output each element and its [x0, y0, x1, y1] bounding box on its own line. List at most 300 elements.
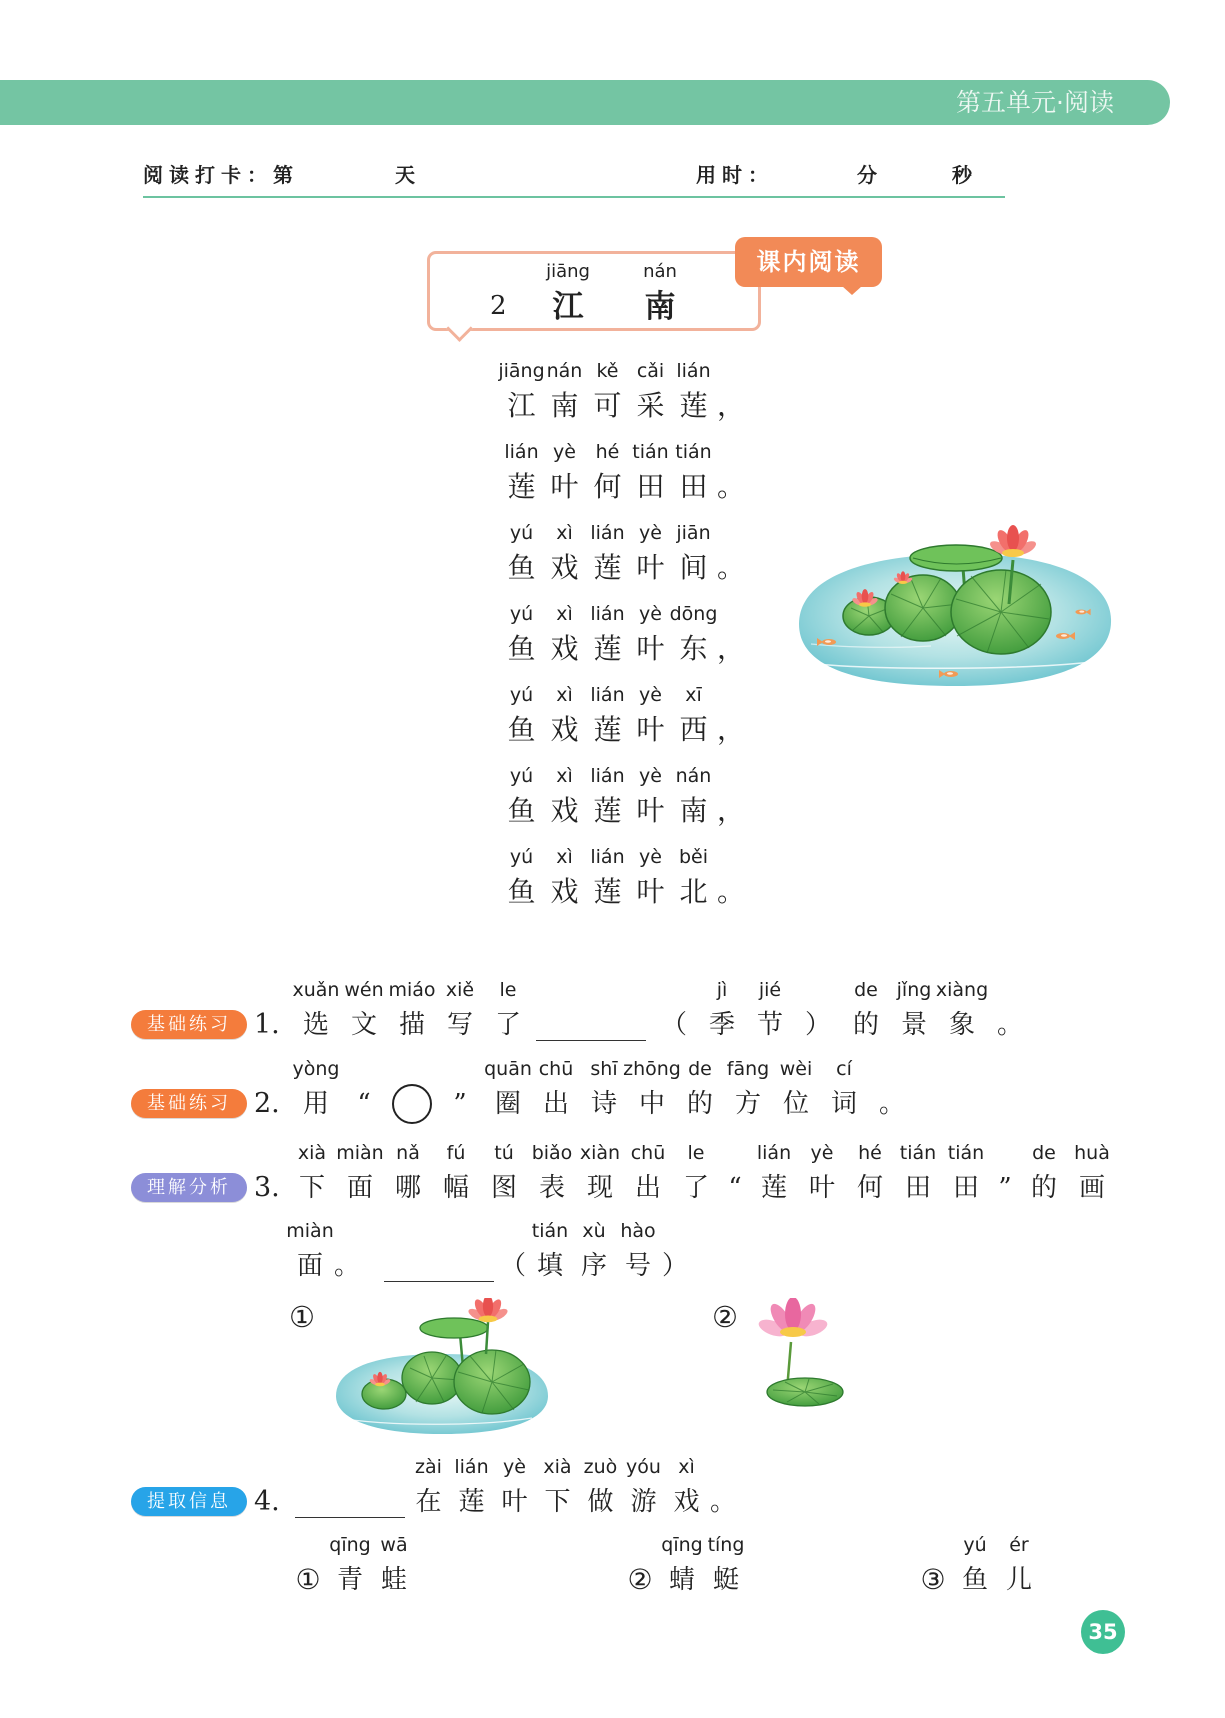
punctuation: “	[357, 1089, 371, 1119]
syllable	[572, 1218, 616, 1284]
pinyin: nán	[643, 261, 677, 282]
minute-unit: 分	[857, 163, 883, 187]
hanzi: 了	[494, 1010, 521, 1040]
pinyin: xì	[556, 522, 573, 544]
punctuation-column	[715, 520, 747, 586]
pinyin: yòng	[292, 1058, 340, 1080]
punctuation: （	[499, 1251, 526, 1281]
pinyin: lián	[504, 441, 539, 463]
pinyin: xì	[556, 846, 573, 868]
pinyin: qīng	[329, 1534, 371, 1556]
hanzi: 青	[336, 1565, 363, 1595]
hanzi: 用	[302, 1089, 329, 1119]
hanzi: 叶	[636, 794, 665, 827]
picture-option-2[interactable]	[757, 1298, 847, 1410]
circle-symbol	[392, 1084, 432, 1124]
syllable	[616, 1218, 660, 1284]
lesson-title	[538, 259, 690, 325]
hanzi: 填	[536, 1251, 563, 1281]
page-number: 35	[1081, 1610, 1125, 1654]
pinyin: miàn	[336, 1142, 384, 1164]
hanzi: 的	[1030, 1173, 1057, 1203]
syllable	[543, 358, 586, 424]
hanzi: 节	[756, 1010, 783, 1040]
syllable	[669, 601, 718, 667]
hanzi: 出	[634, 1173, 661, 1203]
unit-title: 第五单元·阅读	[956, 88, 1114, 117]
hanzi: 莲	[593, 551, 622, 584]
punctuation: （	[660, 1010, 687, 1040]
hanzi: 江	[507, 389, 536, 422]
syllable	[772, 1056, 820, 1122]
syllable	[846, 1140, 894, 1206]
lesson-number: 2	[490, 291, 507, 321]
hanzi: 面	[296, 1251, 323, 1281]
pinyin: cǎi	[636, 360, 665, 382]
syllable	[586, 844, 629, 910]
punctuation: ）	[661, 1251, 688, 1281]
syllable	[543, 763, 586, 829]
hanzi: 南	[679, 794, 708, 827]
hanzi: 田	[952, 1173, 979, 1203]
pinyin: chū	[630, 1142, 666, 1164]
hanzi: 西	[679, 713, 708, 746]
punctuation-column	[990, 1140, 1020, 1206]
syllable	[798, 1140, 846, 1206]
poem-line	[500, 763, 747, 829]
punctuation-column	[986, 977, 1034, 1043]
hanzi: 莲	[593, 713, 622, 746]
syllable	[622, 1454, 665, 1520]
pinyin: yè	[639, 684, 662, 706]
pinyin: yè	[639, 765, 662, 787]
pinyin: kě	[596, 360, 619, 382]
option-number: ②	[627, 1563, 653, 1596]
hanzi: 位	[782, 1089, 809, 1119]
syllable	[1020, 1140, 1068, 1206]
pinyin: tián	[899, 1142, 937, 1164]
punctuation: ，	[716, 794, 745, 827]
pinyin: fú	[446, 1142, 466, 1164]
punctuation-column	[498, 1218, 528, 1284]
time-label: 用时：	[696, 163, 774, 187]
pinyin: huà	[1074, 1142, 1110, 1164]
pinyin: tián	[531, 1220, 569, 1242]
pinyin: lián	[454, 1456, 489, 1478]
hanzi: 了	[682, 1173, 709, 1203]
pinyin: qīng	[661, 1534, 703, 1556]
punctuation: ”	[453, 1089, 467, 1119]
syllable	[543, 439, 586, 505]
hanzi: 田	[679, 470, 708, 503]
punctuation-column	[650, 977, 698, 1043]
pinyin: yú	[963, 1534, 987, 1556]
hanzi: 面	[346, 1173, 373, 1203]
pinyin: jiāng	[546, 261, 590, 282]
syllable	[629, 844, 672, 910]
syllable	[292, 1056, 340, 1122]
pinyin: hào	[620, 1220, 656, 1242]
syllable	[436, 977, 484, 1043]
question-4-number: 4.	[254, 1486, 280, 1517]
hanzi: 儿	[1005, 1565, 1032, 1595]
syllable	[292, 977, 340, 1043]
pinyin: miáo	[388, 979, 436, 1001]
hanzi: 号	[624, 1251, 651, 1281]
pinyin: xiàn	[579, 1142, 621, 1164]
hanzi: 鱼	[961, 1565, 988, 1595]
punctuation-column	[660, 1218, 690, 1284]
hanzi: 北	[679, 875, 708, 908]
hanzi: 采	[636, 389, 665, 422]
hanzi: 哪	[394, 1173, 421, 1203]
hanzi: 下	[298, 1173, 325, 1203]
pinyin: yú	[509, 765, 534, 787]
option-number: ①	[295, 1563, 321, 1596]
poem-line	[500, 682, 747, 748]
syllable	[724, 1056, 772, 1122]
syllable	[586, 520, 629, 586]
hanzi: 做	[587, 1487, 614, 1517]
pinyin: wèi	[779, 1058, 813, 1080]
hanzi: 东	[679, 632, 708, 665]
punctuation-column	[794, 977, 842, 1043]
pinyin: yú	[509, 684, 534, 706]
lotus-pond-illustration	[791, 524, 1114, 690]
syllable	[288, 1218, 332, 1284]
pinyin: lián	[756, 1142, 792, 1164]
poem-line	[500, 844, 747, 910]
punctuation: 。	[878, 1089, 905, 1119]
question-3-tag: 理解分析	[131, 1173, 247, 1202]
syllable	[500, 439, 543, 505]
hanzi: 象	[948, 1010, 975, 1040]
hanzi: 江	[552, 289, 584, 325]
pinyin: nǎ	[396, 1142, 420, 1164]
answer-option-1[interactable]	[288, 1532, 416, 1598]
pinyin: yóu	[626, 1456, 661, 1478]
pinyin: hé	[595, 441, 620, 463]
pinyin: jǐng	[896, 979, 932, 1001]
poem-line	[500, 601, 747, 667]
pinyin: ér	[1009, 1534, 1029, 1556]
option-number: ③	[920, 1563, 946, 1596]
syllable	[997, 1532, 1041, 1598]
question-2-text	[292, 1056, 916, 1124]
syllable	[493, 1454, 536, 1520]
pinyin: xì	[678, 1456, 695, 1478]
hanzi: 蜓	[712, 1565, 739, 1595]
question-3-number: 3.	[254, 1172, 280, 1203]
hanzi: 蛙	[380, 1565, 407, 1595]
hanzi: 的	[686, 1089, 713, 1119]
hanzi: 中	[638, 1089, 665, 1119]
syllable	[672, 439, 715, 505]
pinyin: zhōng	[623, 1058, 681, 1080]
pinyin: nán	[675, 765, 712, 787]
hanzi: 画	[1078, 1173, 1105, 1203]
option-number-column	[288, 1532, 328, 1598]
question-4-tag: 提取信息	[131, 1487, 247, 1516]
pinyin: xì	[556, 684, 573, 706]
syllable	[586, 682, 629, 748]
pinyin: jiān	[676, 522, 711, 544]
pinyin: tú	[494, 1142, 514, 1164]
pinyin: nán	[546, 360, 583, 382]
pinyin: yè	[639, 603, 662, 625]
pinyin: xià	[543, 1456, 572, 1478]
syllable	[528, 1218, 572, 1284]
hanzi: 鱼	[507, 632, 536, 665]
pinyin: yè	[639, 846, 662, 868]
syllable	[935, 977, 989, 1043]
syllable	[586, 601, 629, 667]
syllable	[842, 977, 890, 1043]
syllable	[336, 1140, 384, 1206]
hanzi: 南	[550, 389, 579, 422]
syllable	[894, 1140, 942, 1206]
syllable	[942, 1140, 990, 1206]
pinyin: le	[687, 1142, 705, 1164]
syllable	[288, 1140, 336, 1206]
pinyin: wén	[344, 979, 384, 1001]
pinyin: xuǎn	[292, 979, 340, 1001]
syllable	[820, 1056, 868, 1122]
hanzi: 序	[580, 1251, 607, 1281]
punctuation-column	[715, 601, 747, 667]
hanzi: 莲	[593, 875, 622, 908]
syllable	[586, 439, 629, 505]
hanzi: 戏	[550, 875, 579, 908]
syllable	[580, 1056, 628, 1122]
hanzi: 可	[593, 389, 622, 422]
pinyin: yè	[503, 1456, 526, 1478]
pinyin: yú	[509, 522, 534, 544]
punctuation-column	[436, 1056, 484, 1122]
punctuation-column	[715, 439, 747, 505]
syllable	[624, 1140, 672, 1206]
syllable	[672, 358, 715, 424]
syllable	[480, 1140, 528, 1206]
hanzi: 鱼	[507, 875, 536, 908]
syllable	[586, 358, 629, 424]
question-1-tag: 基础练习	[131, 1010, 247, 1039]
punctuation-column	[715, 844, 747, 910]
syllable	[629, 763, 672, 829]
syllable	[672, 682, 715, 748]
hanzi: 词	[830, 1089, 857, 1119]
answer-blank[interactable]	[384, 1218, 494, 1282]
syllable	[623, 1056, 681, 1122]
hanzi: 戏	[550, 632, 579, 665]
punctuation: 。	[996, 1010, 1023, 1040]
question-2-tag: 基础练习	[131, 1089, 247, 1118]
pinyin: tián	[632, 441, 669, 463]
syllable	[746, 977, 794, 1043]
pinyin: biǎo	[531, 1142, 573, 1164]
pinyin: yú	[509, 846, 534, 868]
hanzi: 叶	[636, 632, 665, 665]
syllable	[579, 1454, 622, 1520]
answer-blank[interactable]	[536, 977, 646, 1041]
hanzi: 景	[900, 1010, 927, 1040]
punctuation: 。	[716, 875, 745, 908]
syllable	[665, 1454, 708, 1520]
hanzi: 文	[350, 1010, 377, 1040]
picture-option-1-label: ①	[289, 1300, 315, 1334]
syllable	[672, 844, 715, 910]
pinyin: zuò	[583, 1456, 618, 1478]
hanzi: 戏	[550, 551, 579, 584]
syllable	[629, 520, 672, 586]
pinyin: yú	[509, 603, 534, 625]
hanzi: 戏	[673, 1487, 700, 1517]
pinyin: de	[688, 1058, 712, 1080]
syllable	[629, 601, 672, 667]
pinyin: lián	[590, 846, 625, 868]
syllable	[384, 1140, 432, 1206]
syllable	[432, 1140, 480, 1206]
pinyin: quān	[484, 1058, 532, 1080]
lesson-tag: 课内阅读	[735, 237, 882, 287]
pinyin: hé	[858, 1142, 882, 1164]
day-unit: 天	[395, 163, 421, 187]
poem	[500, 358, 747, 910]
hanzi: 在	[415, 1487, 442, 1517]
poem-line	[500, 520, 747, 586]
pinyin: jì	[716, 979, 728, 1001]
pinyin: de	[1032, 1142, 1056, 1164]
pinyin: dōng	[669, 603, 718, 625]
syllable	[500, 601, 543, 667]
syllable	[704, 1532, 748, 1598]
punctuation-column	[715, 358, 747, 424]
question-2-number: 2.	[254, 1088, 280, 1119]
pinyin: yè	[553, 441, 576, 463]
answer-option-2[interactable]	[620, 1532, 748, 1598]
syllable	[484, 1056, 532, 1122]
hanzi: 何	[856, 1173, 883, 1203]
punctuation: “	[728, 1173, 742, 1203]
hanzi: 莲	[593, 632, 622, 665]
syllable	[543, 520, 586, 586]
question-3-text	[288, 1140, 1116, 1206]
syllable	[672, 520, 715, 586]
hanzi: 描	[398, 1010, 425, 1040]
hanzi: 叶	[636, 713, 665, 746]
hanzi: 莲	[679, 389, 708, 422]
syllable	[500, 763, 543, 829]
hanzi: 幅	[442, 1173, 469, 1203]
syllable	[576, 1140, 624, 1206]
syllable	[450, 1454, 493, 1520]
syllable	[629, 682, 672, 748]
syllable	[484, 977, 532, 1043]
poem-line	[500, 358, 747, 424]
hanzi: 叶	[636, 551, 665, 584]
picture-option-2-label: ②	[712, 1300, 738, 1334]
hanzi: 莲	[507, 470, 536, 503]
syllable	[372, 1532, 416, 1598]
hanzi: 的	[852, 1010, 879, 1040]
syllable	[629, 358, 672, 424]
hanzi: 戏	[550, 713, 579, 746]
answer-blank[interactable]	[295, 1454, 405, 1518]
syllable	[536, 1454, 579, 1520]
hanzi: 南	[644, 289, 676, 325]
hanzi: 莲	[760, 1173, 787, 1203]
pinyin: de	[854, 979, 878, 1001]
pinyin: tián	[675, 441, 712, 463]
punctuation-column	[340, 1056, 388, 1122]
punctuation: 。	[716, 470, 745, 503]
syllable	[750, 1140, 798, 1206]
pinyin: chū	[538, 1058, 574, 1080]
syllable	[500, 844, 543, 910]
option-number-column	[620, 1532, 660, 1598]
punctuation-column	[715, 682, 747, 748]
pinyin: lián	[590, 603, 625, 625]
syllable	[660, 1532, 704, 1598]
poem-line	[500, 439, 747, 505]
hanzi: 下	[544, 1487, 571, 1517]
syllable	[500, 358, 543, 424]
answer-option-3[interactable]	[913, 1532, 1041, 1598]
punctuation-column	[720, 1140, 750, 1206]
hanzi: 鱼	[507, 713, 536, 746]
punctuation: ，	[716, 632, 745, 665]
checkin-label: 阅读打卡：第	[143, 163, 299, 187]
syllable	[538, 259, 598, 325]
syllable	[630, 259, 690, 325]
pinyin: xì	[556, 765, 573, 787]
hanzi: 田	[904, 1173, 931, 1203]
hanzi: 莲	[593, 794, 622, 827]
syllable	[672, 763, 715, 829]
punctuation-column	[715, 763, 747, 829]
syllable	[698, 977, 746, 1043]
pinyin: miàn	[286, 1220, 334, 1242]
syllable	[953, 1532, 997, 1598]
pinyin: xì	[556, 603, 573, 625]
hanzi: 田	[636, 470, 665, 503]
hanzi: 戏	[550, 794, 579, 827]
hanzi: 叶	[501, 1487, 528, 1517]
question-1-number: 1.	[254, 1009, 280, 1040]
hanzi: 表	[538, 1173, 565, 1203]
punctuation-column	[868, 1056, 916, 1122]
pinyin: xù	[582, 1220, 606, 1242]
punctuation-column	[332, 1218, 362, 1284]
syllable	[543, 682, 586, 748]
syllable	[676, 1056, 724, 1122]
pinyin: lián	[590, 522, 625, 544]
hanzi: 鱼	[507, 794, 536, 827]
hanzi: 间	[679, 551, 708, 584]
pinyin: tíng	[707, 1534, 745, 1556]
syllable	[543, 601, 586, 667]
syllable	[340, 977, 388, 1043]
syllable	[629, 439, 672, 505]
picture-option-1[interactable]	[332, 1298, 551, 1437]
pinyin: lián	[590, 684, 625, 706]
syllable	[1068, 1140, 1116, 1206]
pinyin: lián	[676, 360, 711, 382]
pinyin: xià	[297, 1142, 327, 1164]
hanzi: 选	[302, 1010, 329, 1040]
pinyin: le	[499, 979, 517, 1001]
syllable	[388, 977, 436, 1043]
